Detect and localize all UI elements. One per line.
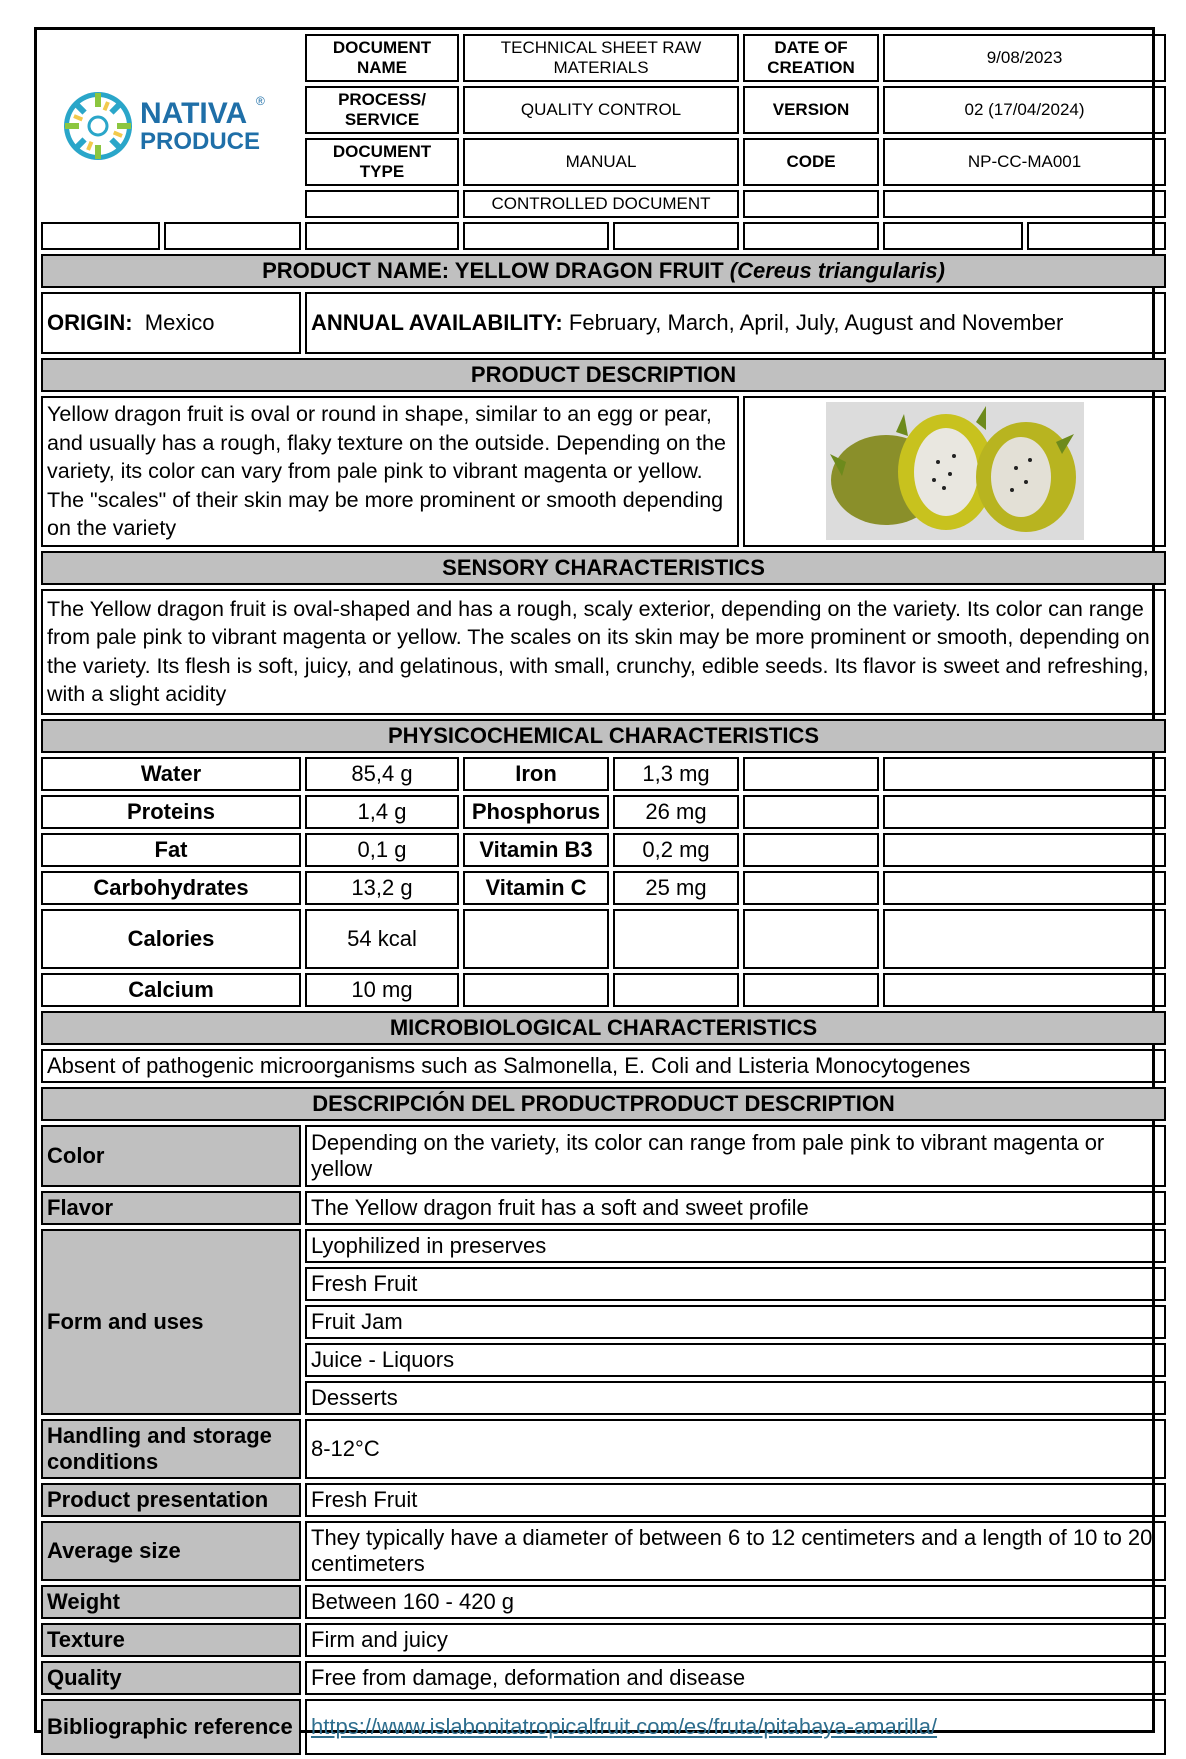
- storage-value: 8-12°C: [305, 1419, 1166, 1479]
- empty-cell: [883, 757, 1166, 791]
- empty-cell: [305, 190, 459, 218]
- bibliographic-reference-link[interactable]: https://www.islabonitatropicalfruit.com/es/fruta/pitahaya-amarilla/: [311, 1713, 938, 1739]
- flavor-label: Flavor: [41, 1191, 301, 1225]
- origin-label: ORIGIN:: [47, 310, 133, 335]
- technical-sheet: [34, 27, 1155, 1739]
- logo-mark-icon: [56, 81, 145, 171]
- document-name-label: DOCUMENT NAME: [305, 34, 459, 82]
- details-title: DESCRIPCIÓN DEL PRODUCTPRODUCT DESCRIPTION: [41, 1087, 1166, 1121]
- date-of-creation-label: DATE OF CREATION: [743, 34, 879, 82]
- empty-cell: [613, 973, 739, 1007]
- nutrient-name: Calories: [41, 909, 301, 969]
- texture-value: Firm and juicy: [305, 1623, 1166, 1657]
- bibliographic-reference-label: Bibliographic reference: [41, 1699, 301, 1755]
- physicochemical-title: PHYSICOCHEMICAL CHARACTERISTICS: [41, 719, 1166, 753]
- empty-cell: [883, 871, 1166, 905]
- weight-value: Between 160 - 420 g: [305, 1585, 1166, 1619]
- empty-cell: [883, 222, 1023, 250]
- empty-cell: [743, 757, 879, 791]
- average-size-value: They typically have a diameter of between 6 to 12 centimeters and a length of 10 to 20 centimeters: [305, 1521, 1166, 1581]
- nutrient-name: Vitamin B3: [463, 833, 609, 867]
- yellow-dragon-fruit-image: [826, 402, 1084, 540]
- nutrient-name: Proteins: [41, 795, 301, 829]
- date-of-creation-value: 9/08/2023: [883, 34, 1166, 82]
- process-value: QUALITY CONTROL: [463, 86, 739, 134]
- empty-cell: [613, 909, 739, 969]
- product-description-title: PRODUCT DESCRIPTION: [41, 358, 1166, 392]
- nutrient-name: Water: [41, 757, 301, 791]
- logo-brand-bottom: PRODUCE: [140, 128, 261, 155]
- document-type-label: DOCUMENT TYPE: [305, 138, 459, 186]
- nutrient-name: Vitamin C: [463, 871, 609, 905]
- availability-cell: [305, 292, 1166, 354]
- empty-cell: [883, 190, 1166, 218]
- empty-cell: [613, 222, 739, 250]
- presentation-value: Fresh Fruit: [305, 1483, 1166, 1517]
- nutrient-value: 1,4 g: [305, 795, 459, 829]
- quality-value: Free from damage, deformation and disease: [305, 1661, 1166, 1695]
- empty-cell: [883, 833, 1166, 867]
- nutrient-value: 0,1 g: [305, 833, 459, 867]
- empty-cell: [883, 909, 1166, 969]
- empty-cell: [164, 222, 301, 250]
- empty-cell: [463, 222, 609, 250]
- scientific-name: (Cereus triangularis): [729, 258, 945, 283]
- empty-cell: [743, 871, 879, 905]
- nutrient-value: 10 mg: [305, 973, 459, 1007]
- empty-cell: [743, 190, 879, 218]
- storage-label: Handling and storage conditions: [41, 1419, 301, 1479]
- availability-value: February, March, April, July, August and November: [568, 310, 1064, 335]
- logo-registered-mark: ®: [256, 94, 265, 108]
- sensory-title: SENSORY CHARACTERISTICS: [41, 551, 1166, 585]
- version-label: VERSION: [743, 86, 879, 134]
- empty-cell: [743, 795, 879, 829]
- document-name-value: TECHNICAL SHEET RAW MATERIALS: [463, 34, 739, 82]
- form-use-item: Fresh Fruit: [305, 1267, 1166, 1301]
- bibliographic-reference-cell: [305, 1699, 1166, 1755]
- product-name-band: [41, 254, 1166, 288]
- nativa-produce-logo: [56, 81, 286, 171]
- empty-cell: [743, 909, 879, 969]
- nutrient-name: Fat: [41, 833, 301, 867]
- color-value: Depending on the variety, its color can range from pale pink to vibrant magenta or yellow: [305, 1125, 1166, 1187]
- nutrient-value: 26 mg: [613, 795, 739, 829]
- code-value: NP-CC-MA001: [883, 138, 1166, 186]
- empty-cell: [743, 222, 879, 250]
- controlled-document-label: CONTROLLED DOCUMENT: [463, 190, 739, 218]
- empty-cell: [883, 973, 1166, 1007]
- nutrient-value: 1,3 mg: [613, 757, 739, 791]
- version-value: 02 (17/04/2024): [883, 86, 1166, 134]
- empty-cell: [883, 795, 1166, 829]
- process-label: PROCESS/ SERVICE: [305, 86, 459, 134]
- nutrient-name: Phosphorus: [463, 795, 609, 829]
- form-use-item: Fruit Jam: [305, 1305, 1166, 1339]
- empty-cell: [1027, 222, 1166, 250]
- empty-cell: [743, 833, 879, 867]
- nutrient-name: Iron: [463, 757, 609, 791]
- product-name: PRODUCT NAME: YELLOW DRAGON FRUIT: [262, 258, 724, 283]
- logo-cell: [41, 34, 301, 218]
- flavor-value: The Yellow dragon fruit has a soft and sweet profile: [305, 1191, 1166, 1225]
- nutrient-value: 13,2 g: [305, 871, 459, 905]
- product-image-cell: [743, 396, 1166, 547]
- quality-label: Quality: [41, 1661, 301, 1695]
- weight-label: Weight: [41, 1585, 301, 1619]
- document-type-value: MANUAL: [463, 138, 739, 186]
- average-size-label: Average size: [41, 1521, 301, 1581]
- empty-cell: [463, 909, 609, 969]
- nutrient-value: 0,2 mg: [613, 833, 739, 867]
- nutrient-name: Carbohydrates: [41, 871, 301, 905]
- empty-cell: [463, 973, 609, 1007]
- empty-cell: [743, 973, 879, 1007]
- sensory-text: The Yellow dragon fruit is oval-shaped and has a rough, scaly exterior, depending on the variety. Its color can range from pale pink to vibrant magenta or yellow. The scales on its skin may be more prominent or smooth, depending on the variety. Its flesh is soft, juicy, and gelatinous, with small, crunchy, edible seeds. Its flavor is sweet and refreshing, with a slight acidity: [41, 589, 1166, 715]
- microbiological-text: Absent of pathogenic microorganisms such as Salmonella, E. Coli and Listeria Monocytogenes: [41, 1049, 1166, 1083]
- form-use-item: Desserts: [305, 1381, 1166, 1415]
- origin-cell: [41, 292, 301, 354]
- color-label: Color: [41, 1125, 301, 1187]
- logo-brand-top: NATIVA: [140, 97, 248, 130]
- texture-label: Texture: [41, 1623, 301, 1657]
- microbiological-title: MICROBIOLOGICAL CHARACTERISTICS: [41, 1011, 1166, 1045]
- empty-cell: [305, 222, 459, 250]
- availability-label: ANNUAL AVAILABILITY:: [311, 310, 563, 335]
- product-description-text: Yellow dragon fruit is oval or round in shape, similar to an egg or pear, and usually has a rough, flaky texture on the outside. Depending on the variety, its color can vary from pale pink to vibrant magenta or yellow. The "scales" of their skin may be more prominent or smooth depending on the variety: [41, 396, 739, 547]
- empty-cell: [41, 222, 160, 250]
- sheet-grid: [37, 30, 1170, 1759]
- origin-value: Mexico: [144, 310, 215, 335]
- nutrient-value: 25 mg: [613, 871, 739, 905]
- form-use-item: Lyophilized in preserves: [305, 1229, 1166, 1263]
- form-and-uses-label: Form and uses: [41, 1229, 301, 1415]
- form-use-item: Juice - Liquors: [305, 1343, 1166, 1377]
- nutrient-name: Calcium: [41, 973, 301, 1007]
- nutrient-value: 85,4 g: [305, 757, 459, 791]
- code-label: CODE: [743, 138, 879, 186]
- presentation-label: Product presentation: [41, 1483, 301, 1517]
- nutrient-value: 54 kcal: [305, 909, 459, 969]
